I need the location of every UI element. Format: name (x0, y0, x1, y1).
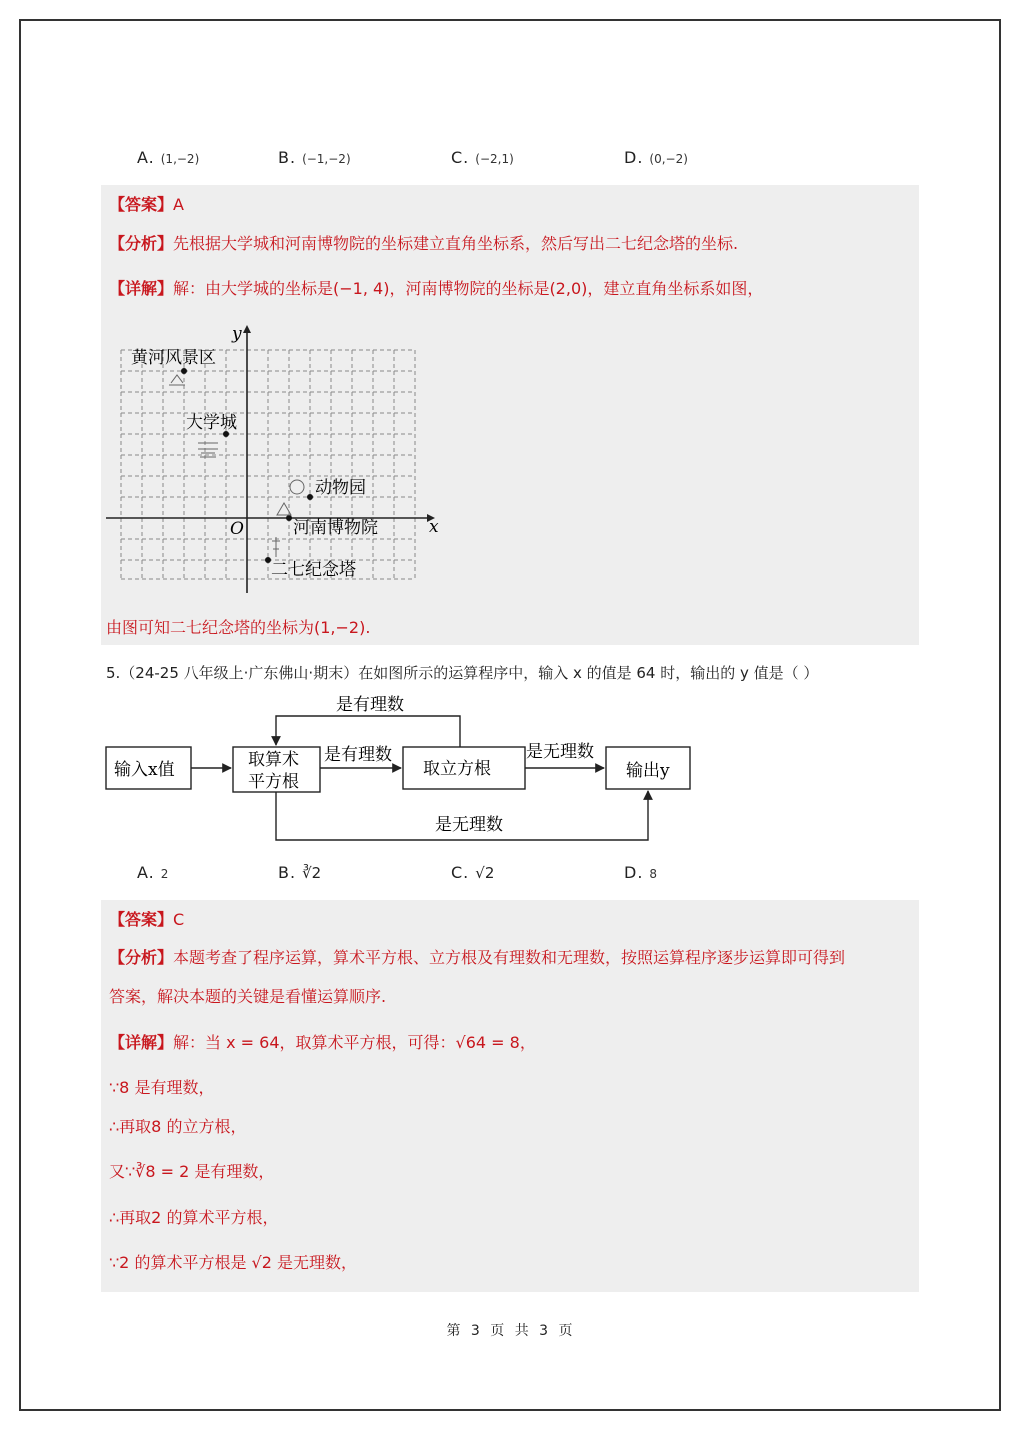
q4-analysis-line: 【分析】先根据大学城和河南博物院的坐标建立直角坐标系，然后写出二七纪念塔的坐标. (109, 234, 739, 253)
q4-option-a[interactable]: A. (1,−2) (137, 148, 200, 167)
y-arrow-icon (243, 325, 251, 333)
tower-icon (272, 537, 280, 557)
origin-label: O (230, 519, 244, 539)
label-zoo: 动物园 (315, 478, 366, 498)
q5-detail-line3: 又∵∛8 = 2 是有理数， (109, 1162, 275, 1181)
page-footer: 第 3 页 共 3 页 (446, 1323, 576, 1339)
point-yellow-river (181, 368, 187, 374)
q5-option-b[interactable]: B. ∛2 (278, 863, 322, 882)
q5-option-a[interactable]: A. 2 (137, 863, 169, 882)
q5-flowchart (100, 690, 700, 850)
flow-sqrt-line2: 平方根 (248, 772, 299, 792)
flow-bottom-label: 是无理数 (435, 815, 503, 835)
q5-analysis-line1: 【分析】本题考查了程序运算，算术平方根、立方根及有理数和无理数，按照运算程序逐步运算即可得到 (109, 948, 846, 967)
q4-answer-box (101, 185, 919, 645)
q5-detail-line5: ∵2 的算术平方根是 √2 是无理数， (109, 1253, 357, 1272)
q4-option-c[interactable]: C. (−2,1) (451, 148, 514, 167)
q4-conclusion: 由图可知二七纪念塔的坐标为(1,−2). (106, 618, 371, 637)
q5-answer-line: 【答案】C (109, 910, 185, 929)
x-axis-label: x (429, 517, 439, 537)
pavilion-icon (169, 375, 185, 385)
q5-option-c[interactable]: C. √2 (451, 863, 495, 882)
label-yellow-river: 黄河风景区 (131, 348, 216, 368)
q5-detail-line2: ∴再取8 的立方根， (109, 1117, 247, 1136)
arrow-loop (276, 716, 460, 747)
grid (121, 350, 415, 579)
flow-loop-label: 是有理数 (336, 695, 404, 715)
q5-detail-line0: 【详解】解：当 x = 64，取算术平方根，可得：√64 = 8， (109, 1033, 536, 1052)
coordinate-figure (101, 325, 441, 595)
q4-answer-line: 【答案】A (109, 195, 184, 214)
label-erqi-tower: 二七纪念塔 (271, 560, 356, 580)
q5-answer-box (101, 900, 919, 1292)
q5-title: 5.（24-25 八年级上·广东佛山·期末）在如图所示的运算程序中，输入 x 的值是 64 时，输出的 y 值是（ ） (106, 664, 819, 682)
zoo-icon (290, 480, 304, 494)
axes (106, 329, 427, 593)
q5-options (0, 863, 1022, 887)
flow-cube-label: 取立方根 (423, 759, 491, 779)
flow-output-label: 输出y (626, 761, 670, 781)
flow-input-label: 输入x值 (114, 760, 175, 780)
q4-options (0, 148, 1022, 172)
flow-rational-label: 是有理数 (324, 745, 392, 765)
q4-option-d[interactable]: D. (0,−2) (624, 148, 688, 167)
label-henan-museum: 河南博物院 (293, 518, 378, 538)
flow-sqrt-line1: 取算术 (248, 750, 299, 770)
q4-option-b[interactable]: B. (−1,−2) (278, 148, 351, 167)
y-axis-label: y (232, 325, 242, 344)
point-zoo (307, 494, 313, 500)
label-university-town: 大学城 (186, 413, 237, 433)
q5-detail-line1: ∵8 是有理数， (109, 1078, 215, 1097)
q4-detail-line: 【详解】解：由大学城的坐标是(−1, 4)，河南博物院的坐标是(2,0)，建立直角坐标系如图， (109, 279, 764, 298)
q5-detail-line4: ∴再取2 的算术平方根， (109, 1208, 279, 1227)
point-henan-museum (286, 515, 292, 521)
q5-analysis-line2: 答案，解决本题的关键是看懂运算顺序. (109, 987, 387, 1006)
flow-irrational-label: 是无理数 (526, 742, 594, 762)
q5-option-d[interactable]: D. 8 (624, 863, 658, 882)
